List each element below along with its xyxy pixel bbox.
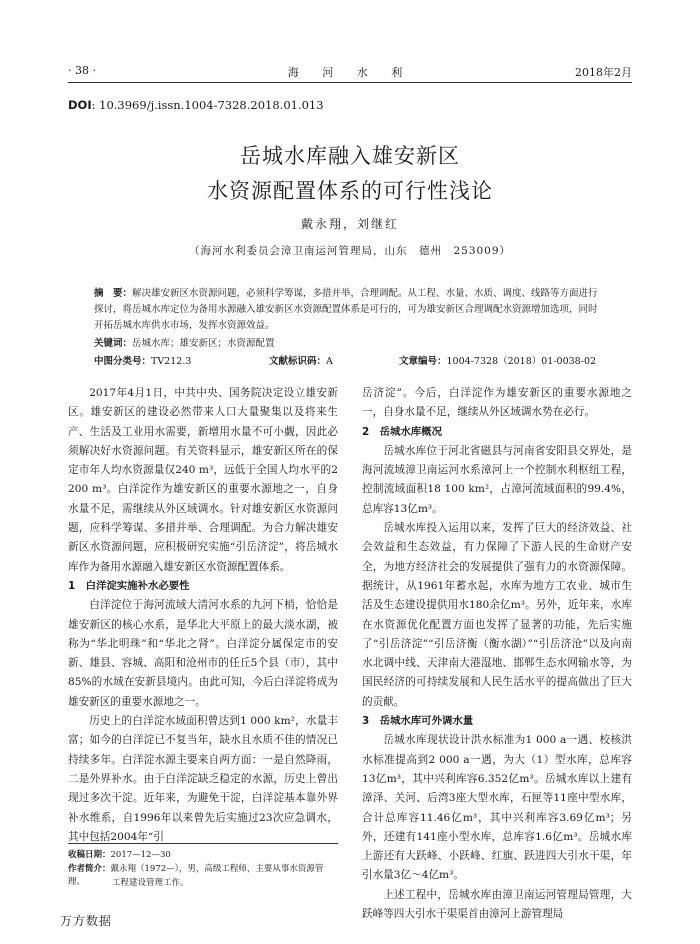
body-paragraph: 岳济淀”。今后，白洋淀作为雄安新区的重要水源地之一，自身水量不足，继续从外区域调水势在必行。	[362, 387, 632, 419]
article-value: 1004-7328（2018）01-0038-02	[446, 356, 597, 367]
clc-value: TV212.3	[151, 356, 192, 367]
footnote-received	[68, 849, 338, 862]
affiliation: （海河水利委员会漳卫南运河管理局，山东 德州 253009）	[188, 245, 512, 257]
doc-label: 文献标识码：	[269, 356, 327, 367]
clc-label: 中图分类号：	[94, 356, 152, 367]
body-paragraph: 岳城水库现状设计洪水标准为1 000 a一遇、校核洪水标准提高到2 000 a一遇，为大（1）型水库，总库容13亿m³，其中兴利库容6.352亿m³。岳城水库以上建有漳泽、关河、后湾3座大型水库，石匣等11座中型水库，合计总库容11.46亿m³，其中兴利库容3.69亿m³；另外，还建有141座小型水库，总库容1.6亿m³。岳城水库上游还有大跃峰、小跃峰、红旗、跃进四大引水干渠，年引水量3亿～4亿m³。	[362, 734, 632, 882]
body-paragraph: 历史上的白洋淀水域面积曾达到1 000 km²，水量丰富；如今的白洋淀已不复当年，缺水且水质不佳的情况已持续多年。白洋淀水源主要来自两方面：一是自然降雨，二是外界补水。由于白洋淀缺乏稳定的水源，历史上曾出现过多次干淀。近年来，为避免干淀，白洋淀基本靠外界补水维系，自1996年以来曾先后实施过23次应急调水，其中包括2004年“引	[68, 715, 338, 843]
issue-date: 2018年2月	[575, 66, 632, 79]
header-rule	[68, 82, 632, 83]
author-bio-label: 作者简介：	[68, 864, 111, 874]
doc-value: A	[326, 356, 333, 367]
body-paragraph: 上述工程中，岳城水库由漳卫南运河管理局管理，大跃峰等四大引水干渠渠首由漳河上游管理局	[362, 888, 632, 921]
keywords	[94, 336, 606, 352]
journal-name: 海 河 水 利	[287, 66, 413, 79]
authors: 戴永翔，刘继红	[300, 217, 399, 231]
received-value: 2017—12—30	[110, 850, 171, 860]
abstract	[94, 286, 606, 334]
right-column	[362, 384, 632, 924]
title-line-1: 岳城水库融入雄安新区	[240, 144, 460, 168]
doi-label: DOI	[68, 98, 92, 112]
author-bio-line-1: 戴永翔（1972—），男，高级工程师，主要从事水资源管理、	[68, 864, 324, 887]
body-paragraph: 岳城水库位于河北省磁县与河南省安阳县交界处，是海河流域漳卫南运河水系漳河上一个控制水利枢纽工程，控制流域面积18 100 km²，占漳河流域面积的99.4%，总库容13亿m³。	[362, 444, 632, 515]
section-heading-3: 3 岳城水库可外调水量	[362, 715, 474, 728]
section-heading-1: 1 白洋淀实施补水必要性	[68, 579, 190, 592]
doc-code	[269, 353, 333, 367]
watermark: 万方数据	[60, 914, 113, 928]
abstract-text: 解决雄安新区水资源问题，必须科学筹谋，多措并举，合理调配。从工程、水量、水质、调度、线路等方面进行探讨，将岳城水库定位为备用水源融入雄安新区水资源配置体系是可行的，可为雄安新区合理调配水资源增加选项，同时开拓岳城水库供水市场，发挥水资源效益。	[94, 288, 598, 331]
footnote-author-line-2: 工程建设管理工作。	[112, 878, 189, 888]
left-column	[68, 384, 338, 847]
section-heading-2: 2 岳城水库概况	[362, 425, 442, 438]
body-paragraph: 白洋淀位于海河流域大清河水系的九河下梢，恰恰是雄安新区的核心水系，是华北大平原上的最大淡水湖，被称为“华北明珠”和“华北之肾”。白洋淀分属保定市的安新、雄县、容城、高阳和沧州市的任丘5个县（市），其中85%的水域在安新县境内。由此可知，今后白洋淀将成为雄安新区的重要水源地之一。	[68, 599, 338, 708]
footnote-rule	[68, 843, 338, 844]
abstract-label: 摘 要：	[94, 288, 133, 299]
article-label: 文章编号：	[399, 356, 447, 367]
keywords-label: 关键词：	[94, 338, 133, 349]
doi-line	[68, 98, 324, 112]
page-number: · 38 ·	[68, 64, 96, 77]
clc-code	[94, 353, 191, 367]
received-label: 收稿日期：	[68, 850, 111, 860]
article-code	[399, 353, 596, 367]
title-line-2: 水资源配置体系的可行性浅论	[207, 179, 493, 203]
doi-value[interactable]: : 10.3969/j.issn.1004-7328.2018.01.013	[91, 98, 324, 112]
keywords-text: 岳城水库；雄安新区；水资源配置	[132, 338, 275, 349]
body-paragraph: 岳城水库投入运用以来，发挥了巨大的经济效益、社会效益和生态效益，有力保障了下游人民的生命财产安全，为地方经济社会的发展提供了强有力的水资源保障。据统计，从1961年蓄水起，水库为地方工农业、城市生活及生态建设提供用水180余亿m³。另外，近年来，水库在水资源优化配置方面也发挥了显著的功能，先后实施了“引岳济淀”“引岳济衡（衡水湖）”“引岳济沧”以及向南水北调中线、天津南大港湿地、邯郸生态水网输水等，为国民经济的可持续发展和人民生活水平的提高做出了巨大的贡献。	[362, 522, 632, 708]
body-paragraph: 2017年4月1日，中共中央、国务院决定设立雄安新区。雄安新区的建设必然带来人口大量聚集以及将来生产、生活及工业用水需要，新增用水量不可小觑，因此必须解决好水资源问题。有关资料显示，雄安新区所在的保定市年人均水资源量仅240 m³，远低于全国人均水平的2 200 m³。白洋淀作为雄安新区的重要水源地之一，自身水量不足，需继续从外区域调水。针对雄安新区水资源问题，应科学筹谋、多措并举、合理调配。为合力解决雄安新区水资源问题，应积极研究实施“引岳济淀”，将岳城水库作为备用水源融入雄安新区水资源配置体系。	[68, 387, 338, 573]
